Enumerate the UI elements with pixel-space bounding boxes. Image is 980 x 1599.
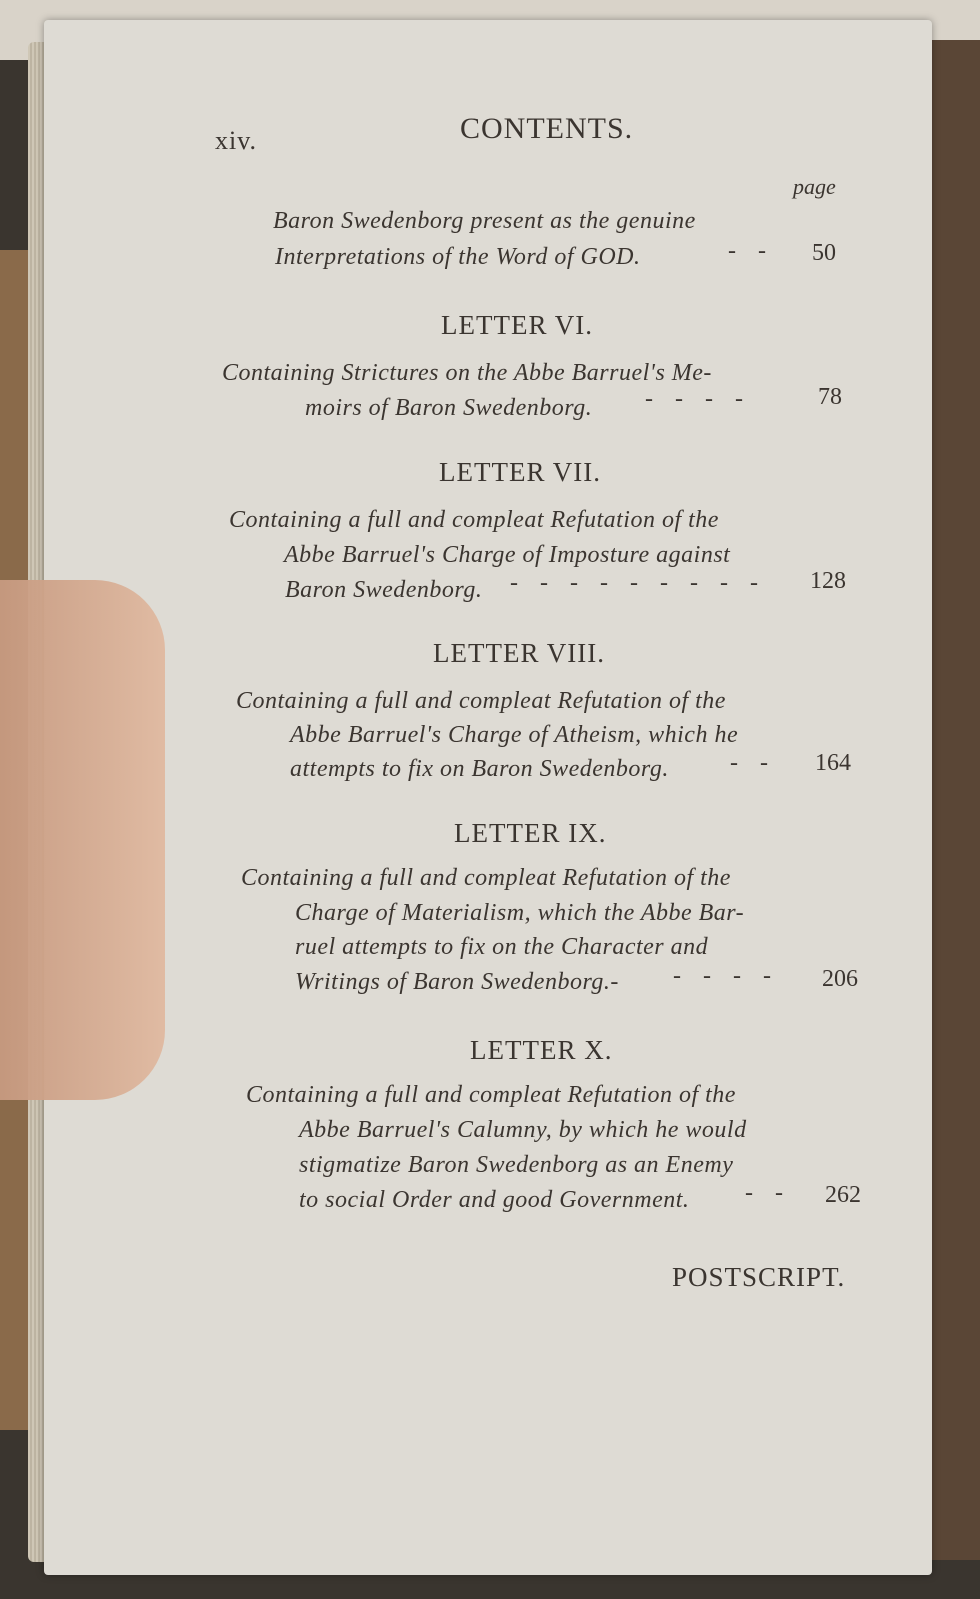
entry-line: ruel attempts to fix on the Character and <box>295 934 709 960</box>
entry-page-number: 78 <box>818 384 842 410</box>
page-number: xiv. <box>215 126 258 155</box>
entry-line: Containing a full and compleat Refutation of the <box>229 507 719 533</box>
entry-page-number: 206 <box>822 966 858 992</box>
letter-heading: LETTER VI. <box>441 310 593 340</box>
entry-line: Baron Swedenborg present as the genuine <box>273 208 696 234</box>
holding-thumb <box>0 580 165 1100</box>
dot-leader: - - - - <box>673 963 779 989</box>
entry-line: Containing Strictures on the Abbe Barruel's Me- <box>222 360 712 386</box>
book-cover-right <box>930 40 980 1560</box>
entry-line: Containing a full and compleat Refutation of the <box>236 688 726 714</box>
page-title: CONTENTS. <box>460 112 634 145</box>
entry-page-number: 50 <box>812 240 836 266</box>
entry-line: Charge of Materialism, which the Abbe Bar- <box>295 900 745 926</box>
entry-page-number: 128 <box>810 568 846 594</box>
dot-leader: - - <box>745 1180 791 1206</box>
entry-line: Abbe Barruel's Calumny, by which he would <box>299 1117 747 1143</box>
postscript-heading: POSTSCRIPT. <box>672 1262 846 1292</box>
entry-line: Containing a full and compleat Refutation of the <box>246 1082 736 1108</box>
dot-leader: - - - - - - - - - <box>510 570 766 596</box>
entry-line: Abbe Barruel's Charge of Imposture against <box>284 542 731 568</box>
letter-heading: LETTER IX. <box>454 818 607 848</box>
entry-line: attempts to fix on Baron Swedenborg. <box>290 756 669 782</box>
entry-line: Interpretations of the Word of GOD. <box>275 244 641 270</box>
entry-line: moirs of Baron Swedenborg. <box>305 395 593 421</box>
running-head <box>0 112 980 155</box>
dot-leader: - - <box>728 238 774 264</box>
entry-line: Baron Swedenborg. <box>285 577 483 603</box>
letter-heading: LETTER VII. <box>439 457 601 487</box>
letter-heading: LETTER VIII. <box>433 638 605 668</box>
entry-line: stigmatize Baron Swedenborg as an Enemy <box>299 1152 734 1178</box>
entry-page-number: 164 <box>815 750 851 776</box>
page-column-label: page <box>793 174 836 199</box>
entry-line: to social Order and good Government. <box>299 1187 690 1213</box>
entry-line: Abbe Barruel's Charge of Atheism, which he <box>290 722 739 748</box>
entry-page-number: 262 <box>825 1182 861 1208</box>
entry-line: Writings of Baron Swedenborg.- <box>295 969 619 995</box>
entry-line: Containing a full and compleat Refutation of the <box>241 865 731 891</box>
dot-leader: - - <box>730 750 776 776</box>
letter-heading: LETTER X. <box>470 1035 613 1065</box>
dot-leader: - - - - <box>645 386 751 412</box>
